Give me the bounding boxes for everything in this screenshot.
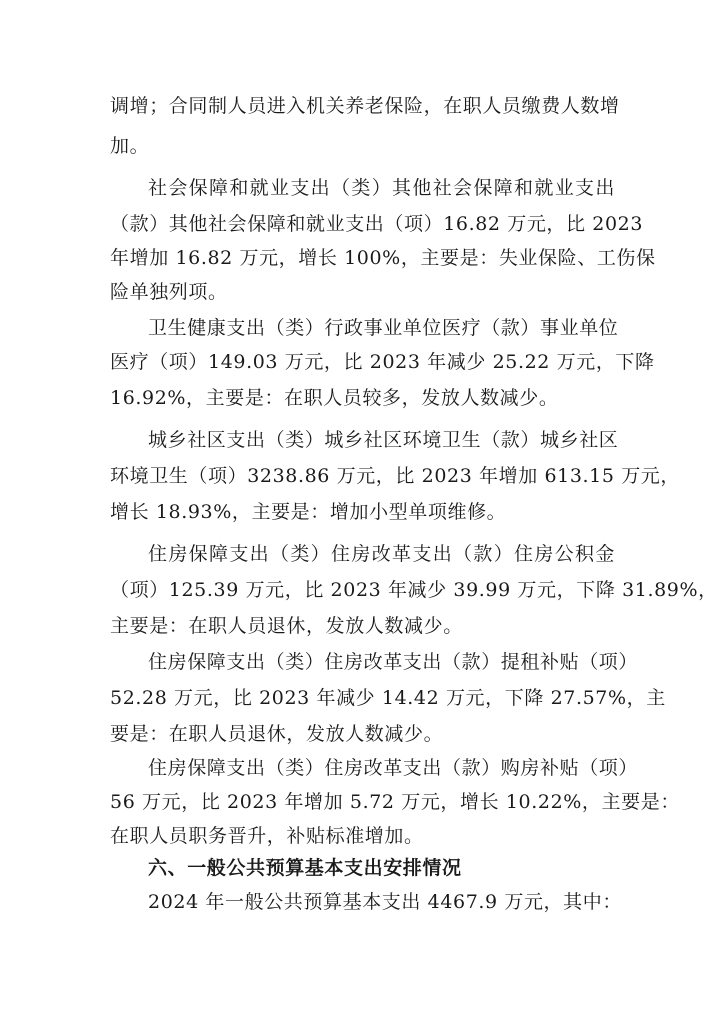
text-line: 16.92%，主要是：在职人员较多，发放人数减少。 [110,387,559,409]
text-line: 52.28 万元，比 2023 年减少 14.42 万元，下降 27.57%，主 [110,687,666,709]
text-line: 险单独列项。 [110,281,228,303]
text-line: 56 万元，比 2023 年增加 5.72 万元，增长 10.22%，主要是： [110,791,680,813]
text-line: 住房保障支出（类）住房改革支出（款）购房补贴（项） [148,757,639,779]
text-line: （项）125.39 万元，比 2023 年减少 39.99 万元，下降 31.89%， [110,579,718,601]
text-line: 住房保障支出（类）住房改革支出（款）提租补贴（项） [148,651,639,673]
text-line: 医疗（项）149.03 万元，比 2023 年减少 25.22 万元，下降 [110,351,655,373]
text-line: 环境卫生（项）3238.86 万元，比 2023 年增加 613.15 万元， [110,465,681,487]
text-line: 年增加 16.82 万元，增长 100%，主要是：失业保险、工伤保 [110,247,656,269]
section-heading: 六、一般公共预算基本支出安排情况 [148,857,462,879]
text-line: 城乡社区支出（类）城乡社区环境卫生（款）城乡社区 [148,429,619,451]
text-line: 主要是：在职人员退休，发放人数减少。 [110,615,463,637]
text-line: 社会保障和就业支出（类）其他社会保障和就业支出 [148,177,615,199]
text-line: 增长 18.93%，主要是：增加小型单项维修。 [110,501,507,523]
text-line: 卫生健康支出（类）行政事业单位医疗（款）事业单位 [148,317,619,339]
text-line: 加。 [110,135,150,157]
text-line: （款）其他社会保障和就业支出（项）16.82 万元，比 2023 [110,213,644,235]
section-intro: 2024 年一般公共预算基本支出 4467.9 万元，其中： [148,891,622,913]
text-line: 在职人员职务晋升，补贴标准增加。 [110,825,424,847]
text-line: 要是：在职人员退休，发放人数减少。 [110,723,444,745]
text-line: 调增；合同制人员进入机关养老保险，在职人员缴费人数增 [110,95,620,117]
text-line: 住房保障支出（类）住房改革支出（款）住房公积金 [148,543,615,565]
